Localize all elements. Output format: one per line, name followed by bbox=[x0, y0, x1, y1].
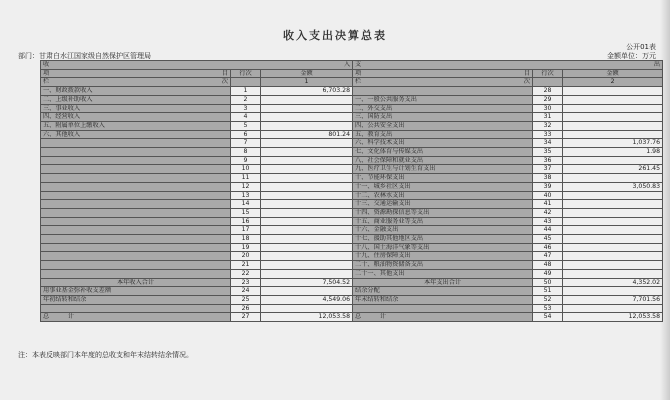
income-item-label: 一、财政拨款收入 bbox=[41, 87, 231, 96]
expense-lan-header: 栏 次 bbox=[353, 78, 533, 87]
expense-item-label: 二、外交支出 bbox=[353, 104, 533, 113]
income-item-label bbox=[41, 174, 231, 183]
income-amount bbox=[261, 148, 353, 157]
income-line-number: 14 bbox=[231, 200, 261, 209]
expense-amount: 3,050.83 bbox=[563, 182, 663, 191]
expense-item-label: 三、国防支出 bbox=[353, 113, 533, 122]
income-amount bbox=[261, 226, 353, 235]
income-line-number: 11 bbox=[231, 174, 261, 183]
expense-col-number: 2 bbox=[563, 78, 663, 87]
income-line-header: 行次 bbox=[231, 69, 261, 78]
expense-amount bbox=[563, 269, 663, 278]
expense-amount bbox=[563, 208, 663, 217]
income-line-number: 17 bbox=[231, 226, 261, 235]
income-item-label bbox=[41, 182, 231, 191]
expense-line-number: 30 bbox=[533, 104, 563, 113]
expense-item-label: 十七、援助其他地区支出 bbox=[353, 235, 533, 244]
income-line-number: 25 bbox=[231, 295, 261, 304]
table-row bbox=[41, 121, 663, 130]
income-amount bbox=[261, 121, 353, 130]
table-row bbox=[41, 269, 663, 278]
expense-amount: 261.45 bbox=[563, 165, 663, 174]
expense-item-label: 本年支出合计 bbox=[353, 278, 533, 287]
header-row-1 bbox=[41, 61, 663, 70]
expense-line-number: 54 bbox=[533, 313, 563, 322]
income-item-label bbox=[41, 139, 231, 148]
expense-line-number: 51 bbox=[533, 287, 563, 296]
income-item-label bbox=[41, 156, 231, 165]
income-line-number: 4 bbox=[231, 113, 261, 122]
expense-amount bbox=[563, 304, 663, 313]
page-title: 收入支出决算总表 bbox=[283, 29, 387, 42]
income-line-number: 5 bbox=[231, 121, 261, 130]
table-row bbox=[41, 287, 663, 296]
income-item-label bbox=[41, 226, 231, 235]
table-row bbox=[41, 148, 663, 157]
expense-amount bbox=[563, 200, 663, 209]
table-row bbox=[41, 217, 663, 226]
income-line-number: 7 bbox=[231, 139, 261, 148]
income-line-number: 10 bbox=[231, 165, 261, 174]
expense-amount bbox=[563, 95, 663, 104]
unit-label: 金额单位：万元 bbox=[607, 52, 656, 60]
expense-amount bbox=[563, 174, 663, 183]
expense-line-number: 50 bbox=[533, 278, 563, 287]
table-row bbox=[41, 156, 663, 165]
expense-line-number: 45 bbox=[533, 235, 563, 244]
table-row bbox=[41, 95, 663, 104]
expense-item-label: 二十一、其他支出 bbox=[353, 269, 533, 278]
expense-line-number: 39 bbox=[533, 182, 563, 191]
income-line-number: 16 bbox=[231, 217, 261, 226]
expense-item-label: 八、社会保障和就业支出 bbox=[353, 156, 533, 165]
income-item-label bbox=[41, 243, 231, 252]
income-item-header: 项 目 bbox=[41, 69, 231, 78]
income-amount-header: 金额 bbox=[261, 69, 353, 78]
income-item-label: 三、事业收入 bbox=[41, 104, 231, 113]
income-line-number: 12 bbox=[231, 182, 261, 191]
header-row-3 bbox=[41, 78, 663, 87]
expense-line-number: 31 bbox=[533, 113, 563, 122]
department-label: 部门：甘肃白水江国家级自然保护区管理局 bbox=[18, 52, 151, 60]
income-line-number: 21 bbox=[231, 261, 261, 270]
income-amount bbox=[261, 113, 353, 122]
expense-item-label: 二十、粮油物资储备支出 bbox=[353, 261, 533, 270]
expense-item-label bbox=[353, 87, 533, 96]
income-line-number: 1 bbox=[231, 87, 261, 96]
expense-line-number: 48 bbox=[533, 261, 563, 270]
income-line-number: 22 bbox=[231, 269, 261, 278]
income-amount bbox=[261, 182, 353, 191]
income-line-number: 19 bbox=[231, 243, 261, 252]
table-row bbox=[41, 113, 663, 122]
table-row bbox=[41, 130, 663, 139]
income-line-number: 9 bbox=[231, 156, 261, 165]
budget-table bbox=[40, 60, 663, 322]
expense-line-number: 46 bbox=[533, 243, 563, 252]
table-row bbox=[41, 104, 663, 113]
expense-line-number: 35 bbox=[533, 148, 563, 157]
table-row bbox=[41, 191, 663, 200]
table-row bbox=[41, 313, 663, 322]
income-amount: 6,703.28 bbox=[261, 87, 353, 96]
income-line-number: 24 bbox=[231, 287, 261, 296]
expense-line-number: 44 bbox=[533, 226, 563, 235]
income-line-number: 2 bbox=[231, 95, 261, 104]
form-id: 公开01表 bbox=[626, 43, 656, 51]
expense-amount bbox=[563, 226, 663, 235]
table-row bbox=[41, 182, 663, 191]
expense-line-number: 53 bbox=[533, 304, 563, 313]
expense-line-number: 33 bbox=[533, 130, 563, 139]
expense-item-label bbox=[353, 304, 533, 313]
expense-amount bbox=[563, 121, 663, 130]
expense-amount: 1.98 bbox=[563, 148, 663, 157]
income-amount bbox=[261, 156, 353, 165]
income-amount: 7,504.52 bbox=[261, 278, 353, 287]
expense-item-label: 十二、农林水支出 bbox=[353, 191, 533, 200]
expense-item-label: 年末结转和结余 bbox=[353, 295, 533, 304]
income-amount bbox=[261, 200, 353, 209]
table-row bbox=[41, 200, 663, 209]
expense-amount: 12,053.58 bbox=[563, 313, 663, 322]
income-amount bbox=[261, 252, 353, 261]
expense-item-label: 七、文化体育与传媒支出 bbox=[353, 148, 533, 157]
table-row bbox=[41, 139, 663, 148]
income-item-label: 本年收入合计 bbox=[41, 278, 231, 287]
expense-line-blank bbox=[533, 78, 563, 87]
table-row bbox=[41, 226, 663, 235]
income-item-label bbox=[41, 217, 231, 226]
expense-line-number: 37 bbox=[533, 165, 563, 174]
table-row bbox=[41, 278, 663, 287]
income-amount bbox=[261, 104, 353, 113]
income-item-label: 用事业基金弥补收支差额 bbox=[41, 287, 231, 296]
table-row bbox=[41, 208, 663, 217]
expense-item-label: 总 计 bbox=[353, 313, 533, 322]
income-item-label bbox=[41, 252, 231, 261]
table-row bbox=[41, 252, 663, 261]
expense-line-number: 52 bbox=[533, 295, 563, 304]
expense-line-number: 40 bbox=[533, 191, 563, 200]
income-amount bbox=[261, 243, 353, 252]
expense-amount bbox=[563, 87, 663, 96]
expense-line-number: 32 bbox=[533, 121, 563, 130]
income-item-label bbox=[41, 148, 231, 157]
income-item-label bbox=[41, 200, 231, 209]
income-amount bbox=[261, 165, 353, 174]
expense-amount bbox=[563, 252, 663, 261]
table-row bbox=[41, 165, 663, 174]
income-line-blank bbox=[231, 78, 261, 87]
expense-item-label: 四、公共安全支出 bbox=[353, 121, 533, 130]
expense-line-number: 42 bbox=[533, 208, 563, 217]
income-amount bbox=[261, 304, 353, 313]
expense-item-label: 十六、金融支出 bbox=[353, 226, 533, 235]
expense-line-number: 36 bbox=[533, 156, 563, 165]
expense-amount: 1,037.76 bbox=[563, 139, 663, 148]
footnote: 注：本表反映部门本年度的总收支和年末结转结余情况。 bbox=[18, 351, 193, 359]
income-col-number: 1 bbox=[261, 78, 353, 87]
income-amount bbox=[261, 261, 353, 270]
income-amount: 801.24 bbox=[261, 130, 353, 139]
expense-section-header: 支 出 bbox=[353, 61, 663, 70]
table-row bbox=[41, 304, 663, 313]
income-item-label bbox=[41, 304, 231, 313]
expense-line-number: 41 bbox=[533, 200, 563, 209]
income-item-label bbox=[41, 208, 231, 217]
income-amount: 4,549.06 bbox=[261, 295, 353, 304]
income-amount bbox=[261, 174, 353, 183]
expense-line-number: 43 bbox=[533, 217, 563, 226]
income-amount bbox=[261, 235, 353, 244]
income-section-header: 收 入 bbox=[41, 61, 353, 70]
expense-amount bbox=[563, 261, 663, 270]
expense-amount bbox=[563, 287, 663, 296]
expense-item-label: 五、教育支出 bbox=[353, 130, 533, 139]
expense-item-label: 十四、资源勘探信息等支出 bbox=[353, 208, 533, 217]
expense-item-label: 十九、住房保障支出 bbox=[353, 252, 533, 261]
expense-item-label: 九、医疗卫生与计划生育支出 bbox=[353, 165, 533, 174]
table-row bbox=[41, 295, 663, 304]
income-amount bbox=[261, 208, 353, 217]
expense-line-number: 28 bbox=[533, 87, 563, 96]
income-amount bbox=[261, 217, 353, 226]
income-item-label: 总 计 bbox=[41, 313, 231, 322]
income-item-label bbox=[41, 261, 231, 270]
income-line-number: 13 bbox=[231, 191, 261, 200]
expense-item-label: 结余分配 bbox=[353, 287, 533, 296]
income-line-number: 8 bbox=[231, 148, 261, 157]
income-line-number: 18 bbox=[231, 235, 261, 244]
expense-item-label: 十、节能环保支出 bbox=[353, 174, 533, 183]
income-item-label: 年初结转和结余 bbox=[41, 295, 231, 304]
income-item-label bbox=[41, 165, 231, 174]
income-line-number: 26 bbox=[231, 304, 261, 313]
table-row bbox=[41, 261, 663, 270]
income-item-label: 五、附属单位上缴收入 bbox=[41, 121, 231, 130]
income-line-number: 6 bbox=[231, 130, 261, 139]
expense-amount bbox=[563, 113, 663, 122]
expense-item-label: 十一、城乡社区支出 bbox=[353, 182, 533, 191]
expense-amount: 7,701.56 bbox=[563, 295, 663, 304]
income-item-label bbox=[41, 269, 231, 278]
expense-item-label: 十八、国土海洋气象等支出 bbox=[353, 243, 533, 252]
table-row bbox=[41, 243, 663, 252]
income-item-label bbox=[41, 235, 231, 244]
income-item-label: 四、经营收入 bbox=[41, 113, 231, 122]
expense-item-label: 六、科学技术支出 bbox=[353, 139, 533, 148]
expense-amount bbox=[563, 235, 663, 244]
expense-amount-header: 金额 bbox=[563, 69, 663, 78]
expense-line-header: 行次 bbox=[533, 69, 563, 78]
table-row bbox=[41, 174, 663, 183]
income-lan-header: 栏 次 bbox=[41, 78, 231, 87]
income-amount: 12,053.58 bbox=[261, 313, 353, 322]
income-amount bbox=[261, 191, 353, 200]
income-amount bbox=[261, 95, 353, 104]
expense-amount bbox=[563, 217, 663, 226]
income-item-label bbox=[41, 191, 231, 200]
expense-amount bbox=[563, 104, 663, 113]
expense-item-label: 一、一般公共服务支出 bbox=[353, 95, 533, 104]
income-line-number: 27 bbox=[231, 313, 261, 322]
expense-line-number: 38 bbox=[533, 174, 563, 183]
income-line-number: 15 bbox=[231, 208, 261, 217]
expense-line-number: 34 bbox=[533, 139, 563, 148]
expense-item-label: 十三、交通运输支出 bbox=[353, 200, 533, 209]
expense-amount: 4,352.02 bbox=[563, 278, 663, 287]
expense-line-number: 47 bbox=[533, 252, 563, 261]
income-line-number: 23 bbox=[231, 278, 261, 287]
table-row bbox=[41, 235, 663, 244]
expense-line-number: 49 bbox=[533, 269, 563, 278]
expense-amount bbox=[563, 130, 663, 139]
income-amount bbox=[261, 139, 353, 148]
income-item-label: 二、上级补助收入 bbox=[41, 95, 231, 104]
expense-item-header: 项 目 bbox=[353, 69, 533, 78]
expense-amount bbox=[563, 243, 663, 252]
income-line-number: 3 bbox=[231, 104, 261, 113]
expense-amount bbox=[563, 156, 663, 165]
page-shadow bbox=[660, 0, 670, 400]
header-row-2 bbox=[41, 69, 663, 78]
income-amount bbox=[261, 269, 353, 278]
expense-amount bbox=[563, 191, 663, 200]
income-amount bbox=[261, 287, 353, 296]
expense-line-number: 29 bbox=[533, 95, 563, 104]
expense-item-label: 十五、商业服务业等支出 bbox=[353, 217, 533, 226]
table-row bbox=[41, 87, 663, 96]
income-item-label: 六、其他收入 bbox=[41, 130, 231, 139]
income-line-number: 20 bbox=[231, 252, 261, 261]
